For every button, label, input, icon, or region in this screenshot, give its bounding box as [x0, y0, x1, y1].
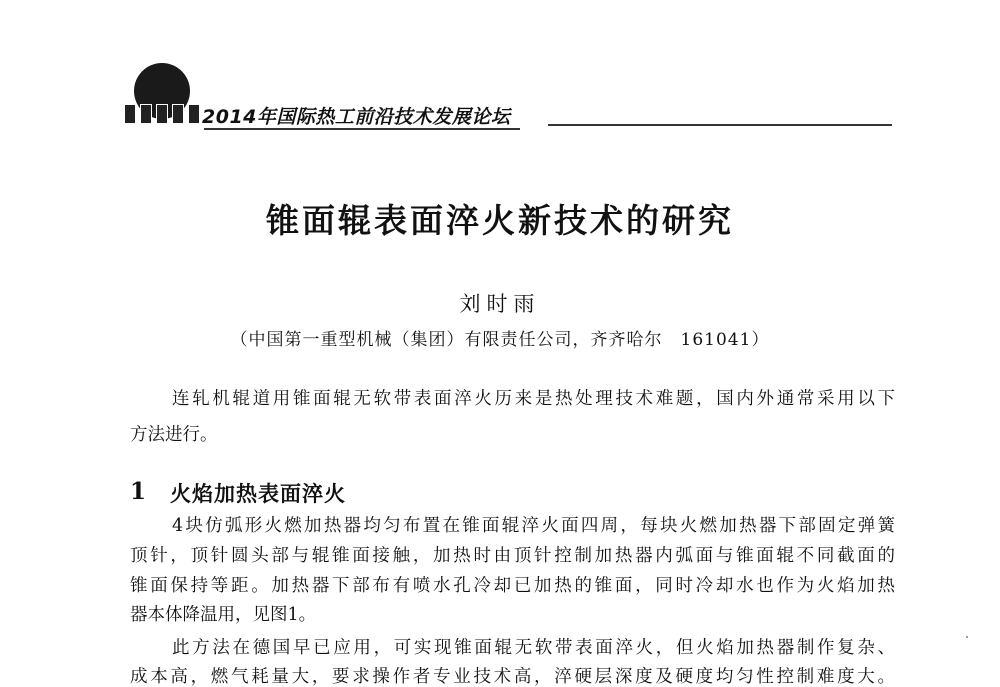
intro-line: 方法进行。 — [130, 425, 218, 445]
body-line: 顶针，顶针圆头部与辊锥面接触，加热时由顶针控制加热器内弧面与锥面辊不同截面的 — [130, 546, 895, 566]
intro-line: 连轧机辊道用锥面辊无软带表面淬火历来是热处理技术难题，国内外通常采用以下 — [172, 389, 895, 409]
section-number: 1 — [130, 478, 147, 505]
body-line: 锥面保持等距。加热器下部布有喷水孔冷却已加热的锥面，同时冷却水也作为火焰加热 — [130, 576, 895, 596]
logo-block — [188, 104, 200, 124]
logo-block — [140, 104, 152, 124]
body-line: 成本高，燃气耗量大，要求操作者专业技术高，淬硬层深度及硬度均匀性控制难度大。 — [130, 667, 895, 687]
author-name: 刘时雨 — [459, 292, 541, 316]
body-line: 此方法在德国早已应用，可实现锥面辊无软带表面淬火，但火焰加热器制作复杂、 — [172, 638, 895, 658]
section-title: 火焰加热表面淬火 — [170, 482, 346, 506]
body-line: 4块仿弧形火燃加热器均匀布置在锥面辊淬火面四周，每块火燃加热器下部固定弹簧 — [172, 516, 895, 536]
journal-title: 2014年国际热工前沿技术发展论坛 — [202, 106, 511, 128]
author-affiliation: （中国第一重型机械（集团）有限责任公司，齐齐哈尔 161041） — [230, 330, 770, 350]
logo-block — [124, 104, 136, 124]
header-rule — [204, 128, 520, 130]
paper-title: 锥面辊表面淬火新技术的研究 — [266, 201, 734, 240]
logo-block — [156, 104, 168, 124]
header-rule — [548, 124, 892, 126]
logo-block — [172, 104, 184, 124]
journal-logo-marks — [124, 104, 200, 124]
body-line: 器本体降温用，见图1。 — [130, 605, 317, 625]
scan-speck — [966, 636, 968, 638]
